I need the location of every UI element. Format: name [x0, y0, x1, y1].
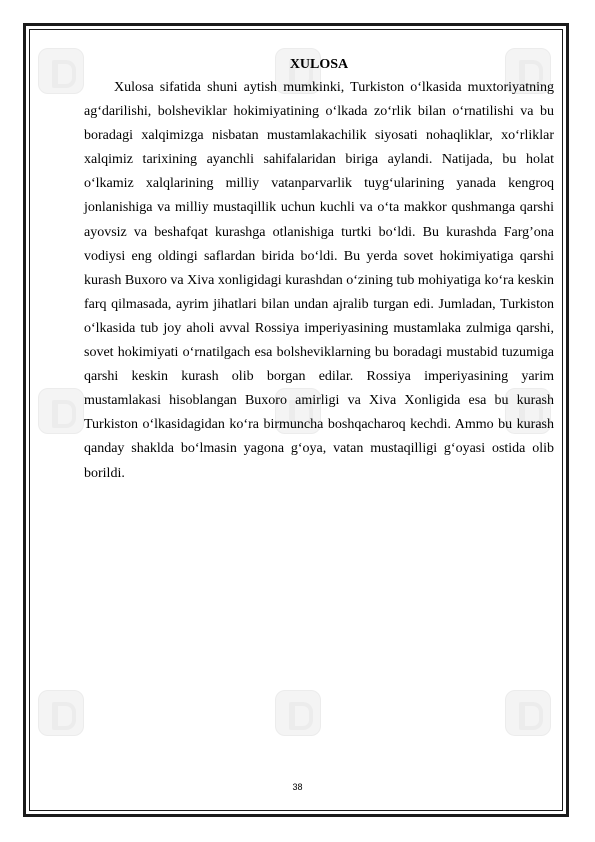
watermark-icon	[505, 690, 551, 736]
watermark-icon	[38, 48, 84, 94]
watermark-icon	[275, 690, 321, 736]
body-paragraph: Xulosa sifatida shuni aytish mumkinki, Turkiston o‘lkasida muxtoriyatning ag‘darilishi, bolsheviklar hokimiyatining o‘lkada zo‘rlik bilan o‘rnatilishi va bu boradagi xalqimizga nisbatan mustamlakachilik siyosati nohaqliklar, xo‘rliklar xalqimiz tarixining ayanchli sahifalaridan biriga aylandi. Natijada, bu holat o‘lkamiz xalqlarining milliy vatanparvarlik tuyg‘ularining yanada kengroq jonlanishiga va milliy mustaqillik uchun kuchli va o‘ta makkor qushmanga qarshi ayovsiz va beshafqat kurashga otlanishiga turtki bo‘ldi. Bu kurashda Farg’ona vodiysi eng oldingi saflardan birida bo‘ldi. Bu yerda sovet hokimiyatiga qarshi kurash Buxoro va Xiva xonligidagi kurashdan o‘zining tub mohiyatiga ko‘ra keskin farq qilmasada, ayrim jihatlari bilan undan ajralib turgan edi. Jumladan, Turkiston o‘lkasida tub joy aholi avval Rossiya imperiyasining mustamlaka zulmiga qarshi, sovet hokimiyati o‘rnatilgach esa bolsheviklarning bu boradagi mustabid tuzumiga qarshi keskin kurash olib borgan edilar. Rossiya imperiyasining yarim mustamlakasi hisoblangan Buxoro amirligi va Xiva Xonligida esa bu kurash Turkiston o‘lkasidagidan ko‘ra birmuncha boshqacharoq kechdi. Ammo bu kurash qanday shaklda bo‘lmasin yagona g‘oya, vatan mustaqilligi g‘oyasi ostida olib borildi.	[84, 80, 554, 481]
watermark-icon	[38, 690, 84, 736]
watermark-icon	[38, 388, 84, 434]
page-title: XULOSA	[289, 57, 349, 72]
page-number: 38	[292, 782, 303, 792]
